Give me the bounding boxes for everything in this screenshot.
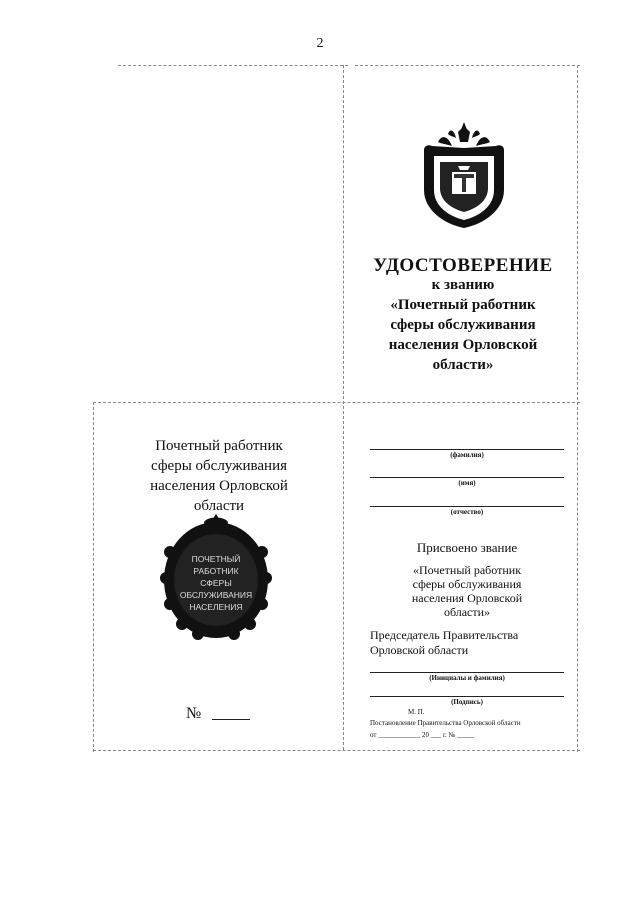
decree-reference: от ____________ 20 ___ г. № _____ [370,731,475,739]
rank-title [370,563,564,619]
cover-line: области» [432,357,494,373]
decree-label: Постановление Правительства Орловской области [370,719,521,727]
rank-line: сферы обслуживания [412,577,522,591]
surname-caption: (фамилия) [450,451,484,459]
lower-left-edge [93,402,94,752]
left-title-line: населения Орловской [150,478,288,494]
signature-line [370,696,564,697]
cover-line: сферы обслуживания [390,317,536,333]
badge-text: РАБОТНИК [193,566,239,576]
chairman-title [370,628,570,658]
patronymic-line [370,506,564,507]
middle-cut-line [93,402,580,403]
center-fold-line [343,65,344,750]
badge-text: ОБСЛУЖИВАНИЯ [179,590,253,600]
number-label: № [186,705,202,722]
chairman-line: Орловской области [370,643,469,657]
rank-line: области» [443,605,491,619]
signature-caption: (Подпись) [451,698,483,706]
initials-caption: (Инициалы и фамилия) [429,674,505,682]
cover-line: населения Орловской [388,337,538,353]
rank-line: «Почетный работник [412,563,522,577]
left-title-line: Почетный работник [155,438,283,454]
bottom-cut-line [93,750,580,751]
cover-line: к званию [431,277,495,293]
lower-right-edge [577,402,578,752]
surname-line [370,449,564,450]
assigned-label: Присвоено звание [416,540,518,555]
initials-line [370,672,564,673]
honorary-badge [160,512,272,642]
number-field-line [212,719,250,720]
name-caption: (имя) [458,479,476,487]
badge-text: СФЕРЫ [200,578,232,588]
cover-line: «Почетный работник [390,297,536,313]
left-title-line: сферы обслуживания [150,458,287,474]
patronymic-caption: (отчество) [450,508,484,516]
left-title-line: области [193,498,245,514]
left-title [100,436,338,516]
top-left-cut-line [118,65,348,66]
rank-line: населения Орловской [411,591,523,605]
page-number: 2 [316,36,324,51]
stamp-label: М. П. [408,708,425,716]
coat-of-arms-emblem [418,120,510,230]
cover-subtitle [348,275,578,375]
top-right-cut-line [355,65,580,66]
chairman-line: Председатель Правительства [370,628,519,642]
name-line [370,477,564,478]
cover-title: УДОСТОВЕРЕНИЕ [373,255,553,276]
badge-text: НАСЕЛЕНИЯ [189,602,243,612]
badge-text: ПОЧЕТНЫЙ [191,554,241,564]
